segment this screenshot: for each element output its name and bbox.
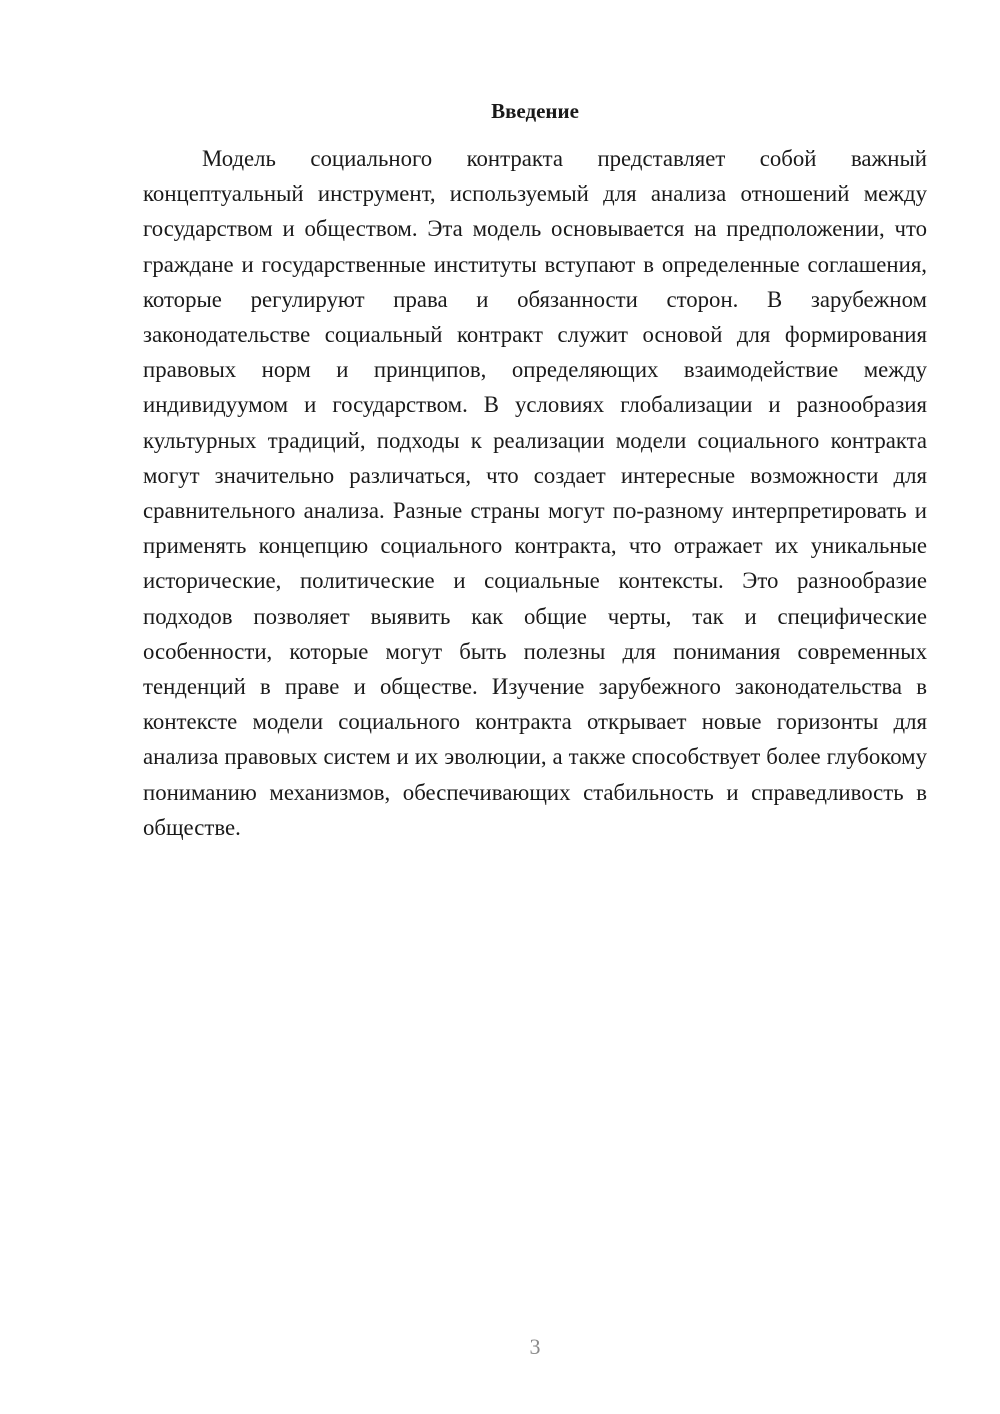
section-title <box>143 96 927 126</box>
body-paragraph: Модель социального контракта представляет собой важный концептуальный инструмент, используемый для анализа отношений между государством и обществом. Эта модель основывается на предположении, что граждане и государственные институты вступают в определенные соглашения, которые регулируют права и обязанности сторон. В зарубежном законодательстве социальный контракт служит основой для формирования правовых норм и принципов, определяющих взаимодействие между индивидуумом и государством. В условиях глобализации и разнообразия культурных традиций, подходы к реализации модели социального контракта могут значительно различаться, что создает интересные возможности для сравнительного анализа. Разные страны могут по-разному интерпретировать и применять концепцию социального контракта, что отражает их уникальные исторические, политические и социальные контексты. Это разнообразие подходов позволяет выявить как общие черты, так и специфические особенности, которые могут быть полезны для понимания современных тенденций в праве и обществе. Изучение зарубежного законодательства в контексте модели социального контракта открывает новые горизонты для анализа правовых систем и их эволюции, а также способствует более глубокому пониманию механизмов, обеспечивающих стабильность и справедливость в обществе. <box>143 146 927 840</box>
section-title-text: Введение <box>491 99 579 123</box>
page-number: 3 <box>529 1334 541 1359</box>
